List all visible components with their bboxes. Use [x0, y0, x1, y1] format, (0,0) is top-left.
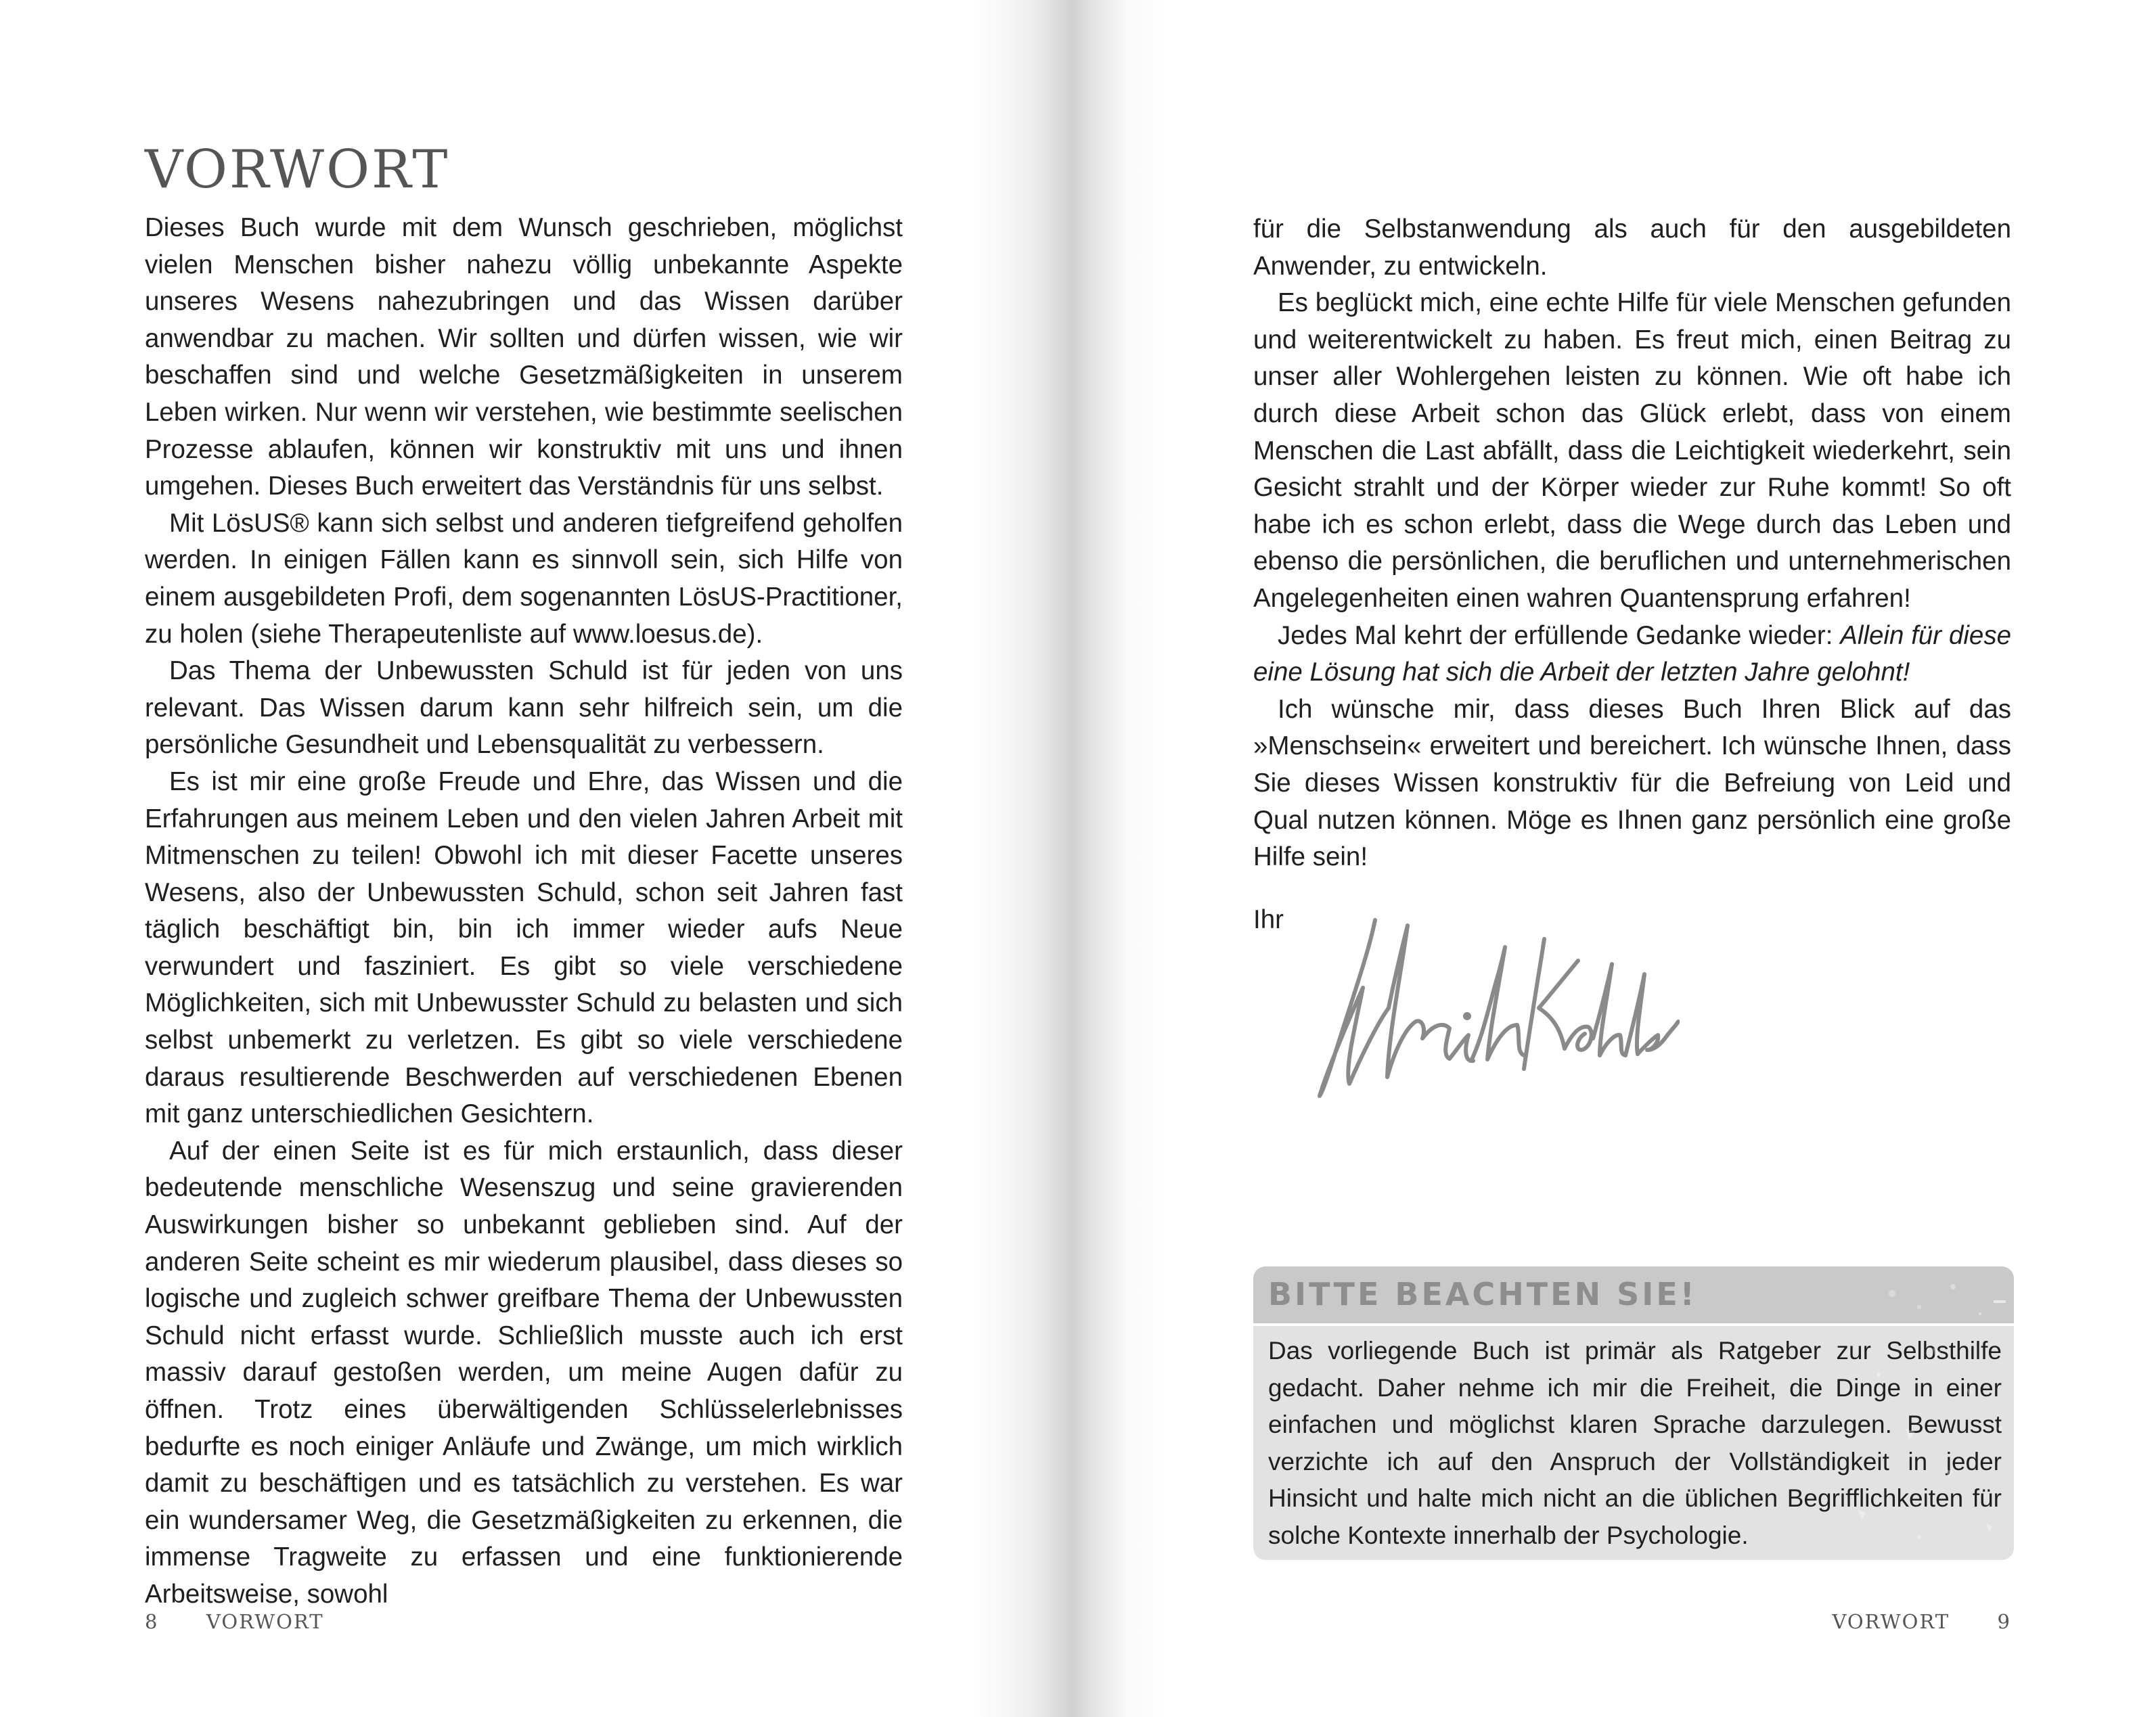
paragraph: Mit LösUS® kann sich selbst und anderen tiefgreifend geholfen werden. In einigen Fällen kann es sinnvoll sein, sich Hilfe von einem ausgebildeten Profi, dem sogenannten LösUS-Practitioner, zu holen (siehe Therapeutenliste auf www.loesus.de).: [145, 508, 903, 649]
paragraph-lead: Jedes Mal kehrt der erfüllende Gedanke wieder:: [1278, 620, 1841, 650]
notice-title: BITTE BEACHTEN SIE!: [1268, 1276, 1697, 1312]
signature-image: [1287, 900, 1680, 1103]
chapter-title: VORWORT: [145, 139, 450, 200]
page-number: 8: [145, 1610, 159, 1633]
paragraph-continuation: für die Selbstanwendung als auch für den ausgebildeten Anwender, zu entwickeln.: [1253, 214, 2011, 281]
paragraph: Dieses Buch wurde mit dem Wunsch geschrieben, möglichst vielen Menschen bisher nahezu völlig unbekannte Aspekte unseres Wesens nahezubringen und das Wissen darüber anwendbar zu machen. Wir sollten und dürfen wissen, wie wir beschaffen sind und welche Gesetzmäßigkeiten in unserem Leben wirken. Nur wenn wir verstehen, wie bestimmte seelischen Prozesse ablaufen, können wir konstruktiv mit uns und ihnen umgehen. Dieses Buch erweitert das Verständnis für uns selbst.: [145, 213, 903, 501]
notice-header: [1253, 1266, 2014, 1323]
running-head: VORWORT: [206, 1610, 324, 1633]
notice-box: [1253, 1266, 2014, 1560]
left-page-body: [145, 210, 903, 1613]
paragraph: Es ist mir eine große Freude und Ehre, das Wissen und die Erfahrungen aus meinem Leben und den vielen Jahren Arbeit mit Mitmenschen zu teilen! Obwohl ich mit dieser Facette unseres Wesens, also der Unbewussten Schuld, schon seit Jahren fast täglich beschäftigt bin, bin ich immer wieder aufs Neue verwundert und fasziniert. Es gibt so viele verschiedene Möglichkeiten, sich mit Unbewusster Schuld zu belasten und sich selbst unbemerkt zu verletzen. Es gibt so viele verschiedene daraus resultierende Beschwerden auf verschiedenen Ebenen mit ganz unterschiedlichen Gesichtern.: [145, 766, 903, 1129]
book-gutter-shadow: [974, 0, 1164, 1717]
paragraph: Auf der einen Seite ist es für mich erstaunlich, dass dieser bedeutende menschliche Wesenszug und seine gravierenden Auswirkungen bisher so unbekannt geblieben sind. Auf der anderen Seite scheint es mir wiederum plausibel, dass dieses so logische und zugleich schwer greifbare Thema der Unbewussten Schuld nicht erfasst wurde. Schließlich musste auch ich erst massiv darauf gestoßen werden, um meine Augen dafür zu öffnen. Trotz eines überwältigenden Schlüsselerlebnisses bedurfte es noch einiger Anläufe und Zwänge, um mich wirklich damit zu beschäftigen und es tatsächlich zu verstehen. Es war ein wundersamer Weg, die Gesetzmäßigkeiten zu erkennen, die immense Tragweite zu erfassen und eine funktionierende Arbeitsweise, sowohl: [145, 1136, 903, 1609]
page-number: 9: [1997, 1610, 2011, 1633]
italic-quote: Allein für diese eine Lösung hat sich die Arbeit der letzten Jahre gelohnt!: [1253, 620, 2011, 687]
paragraph: Es beglückt mich, eine echte Hilfe für viele Menschen gefunden und weiterentwickelt zu haben. Es freut mich, einen Beitrag zu unser aller Wohlergehen leisten zu können. Wie oft habe ich durch diese Arbeit schon das Glück erlebt, dass von einem Menschen die Last abfällt, dass die Leichtigkeit wiederkehrt, sein Gesicht strahlt und der Körper wieder zur Ruhe kommt! So oft habe ich es schon erlebt, dass die Wege durch das Leben und ebenso die persönlichen, die beruflichen und unternehmerischen Angelegenheiten einen wahren Quantensprung erfahren!: [1253, 288, 2011, 613]
right-page: [1253, 0, 2011, 1717]
right-page-body: [1253, 211, 2011, 876]
running-head: VORWORT: [1832, 1610, 1950, 1633]
left-folio: [145, 1610, 324, 1633]
greeting: Ihr: [1253, 905, 1284, 934]
left-page: [145, 0, 903, 1717]
paragraph: Das Thema der Unbewussten Schuld ist für jeden von uns relevant. Das Wissen darum kann sehr hilfreich sein, um die persönliche Gesundheit und Lebensqualität zu verbessern.: [145, 656, 903, 760]
paragraph: Ich wünsche mir, dass dieses Buch Ihren Blick auf das »Menschsein« erweitert und bereichert. Ich wünsche Ihnen, dass Sie dieses Wissen konstruktiv für die Befreiung von Leid und Qual nutzen können. Möge es Ihnen ganz persönlich eine große Hilfe sein!: [1253, 694, 2011, 872]
paragraph: [1253, 618, 2011, 691]
right-folio: [1832, 1610, 2011, 1633]
notice-text: Das vorliegende Buch ist primär als Ratgeber zur Selbsthilfe gedacht. Daher nehme ich mir die Freiheit, die Dinge in einer einfachen und möglichst klaren Sprache darzulegen. Bewusst verzichte ich auf den Anspruch der Vollständigkeit in jeder Hinsicht und halte mich nicht an die üblichen Begrifflichkeiten für solche Kontexte innerhalb der Psychologie.: [1268, 1337, 2002, 1549]
